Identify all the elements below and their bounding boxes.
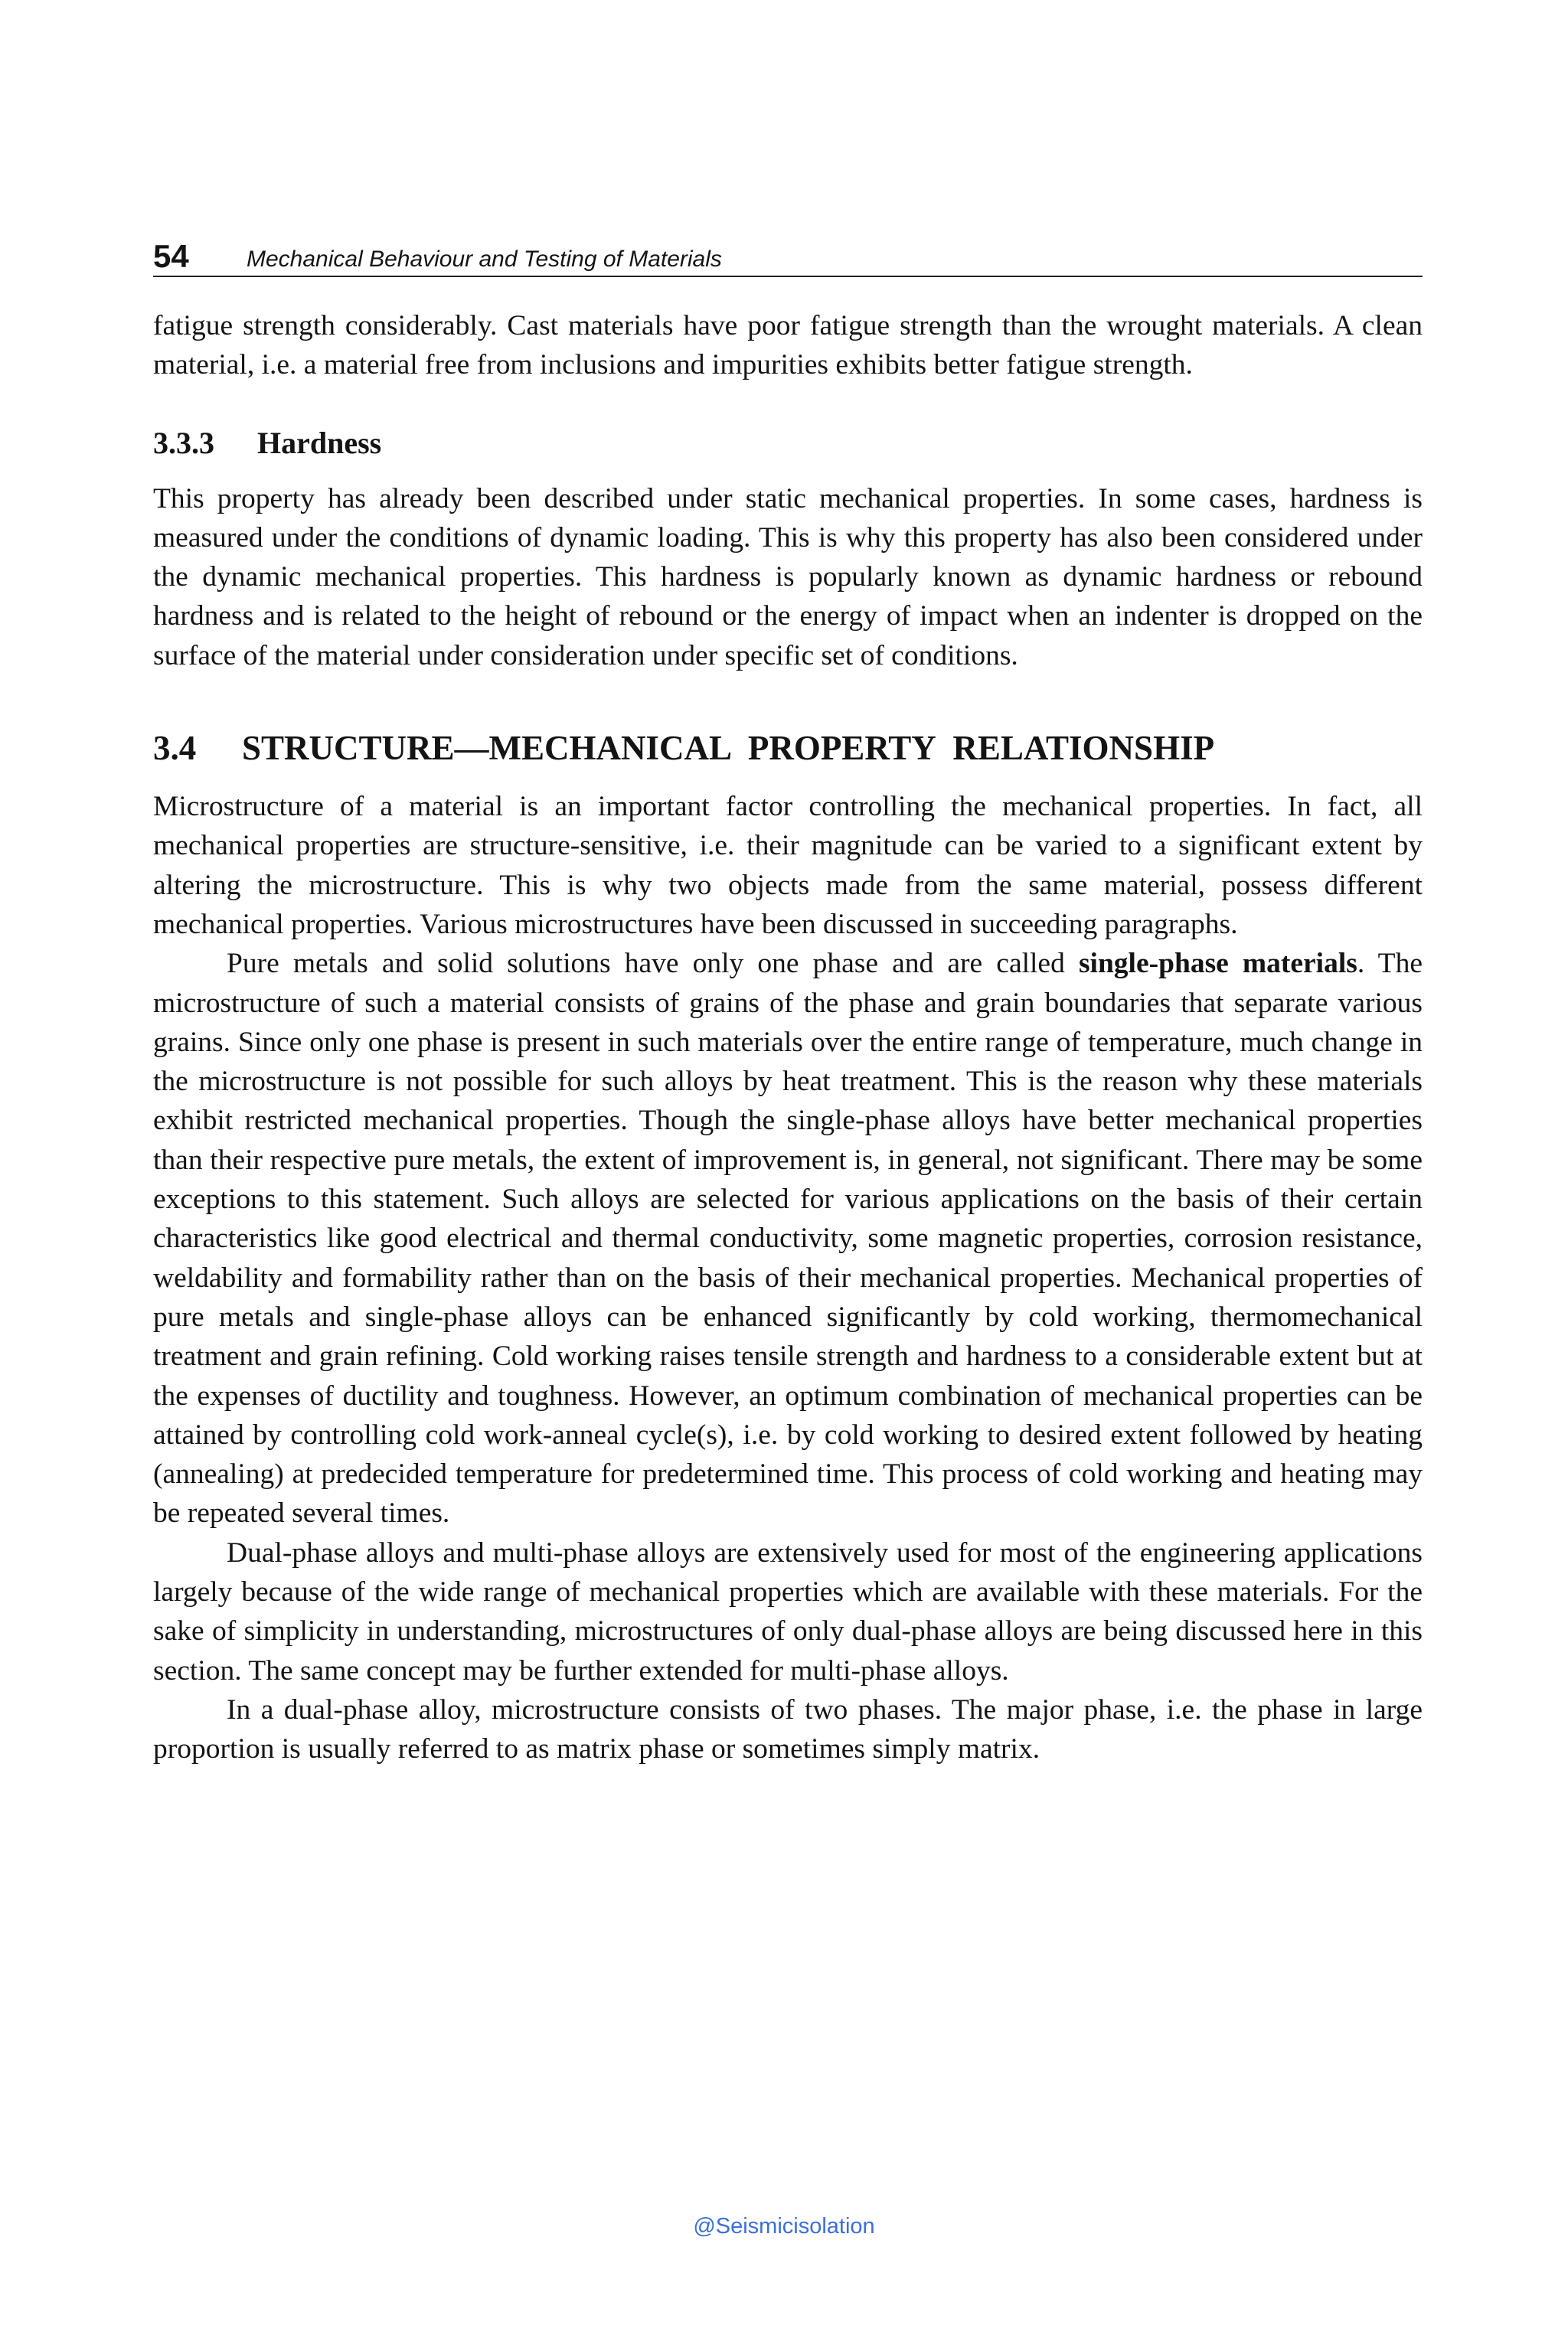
subsection-title: Hardness	[257, 425, 382, 460]
book-page	[153, 0, 1423, 2335]
hardness-paragraph: This property has already been described under static mechanical properties. In some cases, hardness is measured under the conditions of dynamic loading. This is why this property has also been considered under the dynamic mechanical properties. This hardness is popularly known as dynamic hardness or rebound hardness and is related to the height of rebound or the energy of impact when an indenter is dropped on the surface of the material under consideration under specific set of conditions.	[153, 482, 1423, 671]
microstructure-paragraph: Microstructure of a material is an important factor controlling the mechanical properties. In fact, all mechanical properties are structure-sensitive, i.e. their magnitude can be varied to a significant extent by altering the microstructure. This is why two objects made from the same material, possess different mechanical properties. Various microstructures have been discussed in succeeding paragraphs.	[153, 791, 1423, 940]
single-phase-lead: Pure metals and solid solutions have only one phase and are called	[227, 948, 1079, 980]
body-text	[153, 306, 1423, 1769]
subsection-heading-hardness	[153, 423, 1423, 462]
single-phase-rest: . The microstructure of such a material consists of grains of the phase and grain boundaries that separate various grains. Since only one phase is present in such materials over the entire range of temperature, much change in the microstructure is not possible for such alloys by heat treatment. This is the reason why these materials exhibit restricted mechanical properties. Though the single-phase alloys have better mechanical properties than their respective pure metals, the extent of improvement is, in general, not significant. There may be some exceptions to this statement. Such alloys are selected for various applications on the basis of their certain characteristics like good electrical and thermal conductivity, some magnetic properties, corrosion resistance, weldability and formability rather than on the basis of their mechanical properties. Mechanical properties of pure metals and single-phase alloys can be enhanced significantly by cold working, thermomechanical treatment and grain refining. Cold working raises tensile strength and hardness to a considerable extent but at the expenses of ductility and toughness. However, an optimum combination of mechanical properties can be attained by controlling cold work-anneal cycle(s), i.e. by cold working to desired extent followed by heating (annealing) at predecided temperature for predetermined time. This process of cold working and heating may be repeated several times.	[153, 948, 1423, 1530]
running-header	[153, 230, 1423, 277]
subsection-number: 3.3.3	[153, 425, 214, 460]
section-number: 3.4	[153, 729, 197, 768]
section-heading-structure-property	[153, 727, 1423, 769]
book-title: Mechanical Behaviour and Testing of Materials	[247, 247, 722, 272]
single-phase-term: single-phase materials	[1078, 948, 1357, 980]
section-title: STRUCTURE—MECHANICAL PROPERTY RELATIONSHIP	[242, 729, 1215, 768]
watermark: @Seismicisolation	[693, 2214, 875, 2239]
single-phase-paragraph	[153, 944, 1423, 1533]
dual-phase-paragraph: Dual-phase alloys and multi-phase alloys are extensively used for most of the engineering applications largely because of the wide range of mechanical properties which are available with these materials. For the sake of simplicity in understanding, microstructures of only dual-phase alloys are being discussed here in this section. The same concept may be further extended for multi-phase alloys.	[153, 1537, 1423, 1687]
page-number: 54	[153, 238, 189, 274]
matrix-phase-paragraph: In a dual-phase alloy, microstructure consists of two phases. The major phase, i.e. the phase in large proportion is usually referred to as matrix phase or sometimes simply matrix.	[153, 1693, 1423, 1765]
intro-paragraph: fatigue strength considerably. Cast materials have poor fatigue strength than the wrought materials. A clean material, i.e. a material free from inclusions and impurities exhibits better fatigue strength.	[153, 310, 1423, 381]
